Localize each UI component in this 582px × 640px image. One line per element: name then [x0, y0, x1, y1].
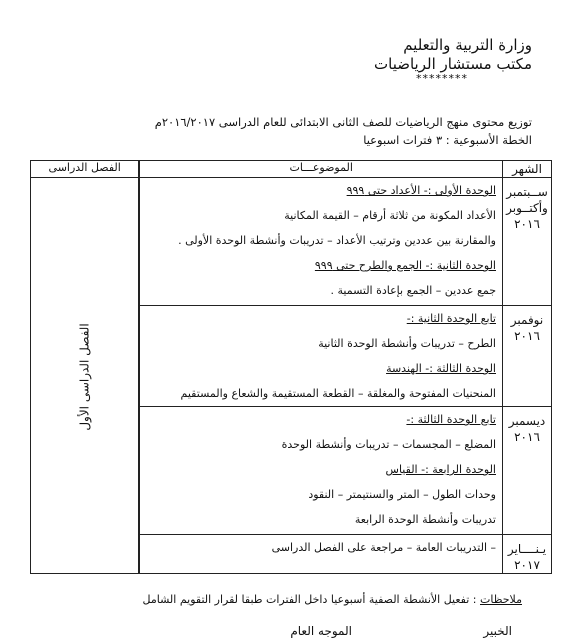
curriculum-table	[30, 160, 552, 574]
month-label: يـنــــاير	[507, 542, 547, 556]
month-label: نوفمبر	[510, 313, 544, 327]
unit-heading: الوحدة الرابعة :- القياس	[385, 463, 496, 476]
topic-line: – التدريبات العامة – مراجعة على الفصل الدراسى	[271, 541, 496, 554]
topic-line: الأعداد المكونة من ثلاثة أرقام – القيمة المكانية	[284, 209, 496, 222]
month-label: ٢٠١٧	[514, 558, 540, 572]
topics-cell	[139, 306, 502, 407]
topic-line: تدريبات وأنشطة الوحدة الرابعة	[354, 513, 496, 526]
signatures	[0, 624, 582, 640]
month-label: وأكتــوبر	[506, 201, 548, 215]
topic-line: الطرح – تدريبات وأنشطة الوحدة الثانية	[318, 337, 496, 350]
notes-label: ملاحظات	[480, 593, 522, 606]
month-cell	[503, 535, 552, 574]
semester-cell	[31, 178, 140, 574]
supervisor-signature: الموجه العام	[290, 624, 352, 638]
month-label: ديسمبر	[508, 414, 546, 428]
month-cell	[503, 407, 552, 535]
header-month: الشهر	[503, 161, 552, 178]
topic-line: المنحنيات المفتوحة والمغلقة – القطعة المستقيمة والشعاع والمستقيم	[180, 387, 496, 400]
unit-heading: الوحدة الثالثة :- الهندسة	[386, 362, 496, 375]
notes	[22, 593, 522, 606]
stars-divider: ********	[416, 72, 468, 85]
topics-cell	[139, 407, 502, 535]
unit-heading: الوحدة الأولى :- الأعداد حتى ٩٩٩	[346, 184, 496, 197]
expert-signature: الخبير	[483, 624, 512, 638]
weekly-plan: الخطة الأسبوعية : ٣ فترات اسبوعيا	[363, 133, 532, 147]
unit-heading: الوحدة الثانية :- الجمع والطرح حتى ٩٩٩	[314, 259, 496, 272]
month-cell	[503, 306, 552, 407]
unit-heading: تابع الوحدة الثانية :-	[406, 312, 496, 325]
document-subtitle	[12, 113, 532, 149]
month-label: ٢٠١٦	[514, 430, 540, 444]
topic-line: والمقارنة بين عددين وترتيب الأعداد – تدريبات وأنشطة الوحدة الأولى .	[178, 234, 496, 247]
topics-cell	[139, 178, 502, 306]
letterhead	[232, 36, 532, 84]
topic-line: وحدات الطول – المتر والسنتيمتر – النقود	[308, 488, 496, 501]
topics-cell	[139, 535, 502, 574]
month-label: ٢٠١٦	[514, 217, 540, 231]
office-name: مكتب مستشار الرياضيات	[374, 55, 532, 73]
topic-line: المضلع – المجسمات – تدريبات وأنشطة الوحدة	[281, 438, 496, 451]
header-topics: الموضوعـــات	[139, 161, 502, 178]
table-row	[31, 178, 552, 306]
distribution-title: توزيع محتوى منهج الرياضيات للصف الثانى الابتدائى للعام الدراسى ٢٠١٦/٢٠١٧م	[154, 115, 532, 129]
unit-heading: تابع الوحدة الثالثة :-	[406, 413, 496, 426]
header-semester: الفصل الدراسى	[31, 161, 140, 178]
semester-label: الفصل الدراسى الأول	[77, 323, 92, 431]
month-label: ســبتمبر	[506, 185, 548, 199]
notes-text: : تفعيل الأنشطة الصفية أسبوعيا داخل الفترات طبقا لقرار التقويم الشامل	[142, 593, 480, 606]
ministry-name: وزارة التربية والتعليم	[403, 36, 532, 54]
month-label: ٢٠١٦	[514, 329, 540, 343]
topic-line: جمع عددين – الجمع بإعادة التسمية .	[330, 284, 496, 297]
month-cell	[503, 178, 552, 306]
